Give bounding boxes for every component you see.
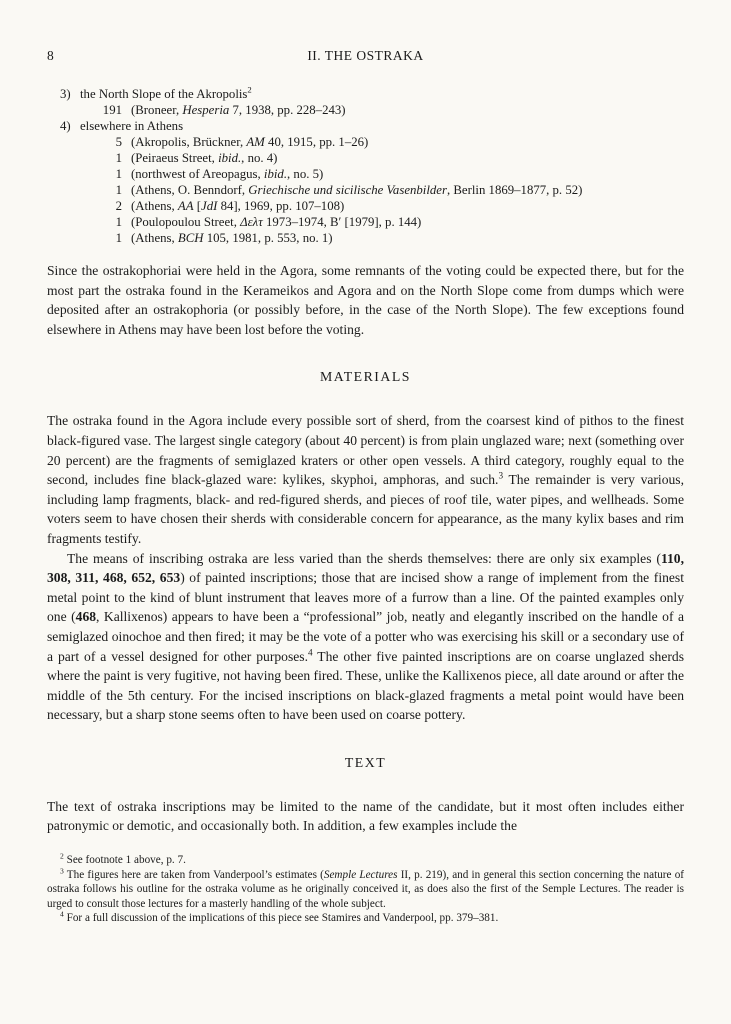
entry-row [47, 182, 684, 198]
entry-count: 1 [115, 167, 122, 181]
entry-reference: (Athens, AA [JdI 84], 1969, pp. 107–108) [131, 199, 345, 213]
footnote-4: $^4$ For a full discussion of the implications of this piece see Stamires and Vanderpool, pp. 379–381. [60, 909, 499, 925]
item-heading: the North Slope of the Akropolis$^2$ [80, 84, 252, 101]
entry-count: 1 [115, 183, 122, 197]
entry-count: 1 [115, 151, 122, 165]
page-number: 8 [47, 48, 54, 63]
item-label: 3) [60, 87, 71, 101]
paragraph-materials-2: The means of inscribing ostraka are less varied than the sherds themselves: there are only six examples (110, 308, 311, 468, 652, 653) of painted inscriptions; those that are incised show a range of implement from the finest metal point to the kind of blunt instrument that leaves more of a furrow than a line. Of the painted examples only one (468, Kallixenos) appears to have been a “professional” job, neatly and elegantly inscribed on the handle of a semiglazed oinochoe and then fired; it may be the vote of a potter who was exercising his skill or a secondary use of a part of a vessel designed for other purposes.$^4$ The other five painted inscriptions are on coarse unglazed sherds where the paint is very fugitive, not having been fired. These, unlike the Kallixenos piece, all date around or after the middle of the 5th century. For the incised inscriptions on black-glazed fragments a metal point would have been necessary, but a sharp stone seems often to have been used on coarse pottery. [47, 550, 684, 723]
entry-reference: (Akropolis, Brückner, AM 40, 1915, pp. 1–26) [131, 135, 369, 149]
entry-row [47, 102, 684, 118]
entry-count: 191 [102, 103, 122, 117]
running-header [47, 48, 684, 66]
entry-row [47, 230, 684, 246]
paragraph-since: Since the ostrakophoriai were held in the Agora, some remnants of the voting could be expected there, but for the most part the ostraka found in the Kerameikos and Agora and on the North Slope come from dumps which were deposited after an ostrakophoria (or possibly before, in the case of the North Slope). The few exceptions found elsewhere in Athens may have been lost before the voting. [47, 263, 684, 337]
list-item-heading-row [47, 118, 684, 134]
entry-count: 1 [115, 215, 122, 229]
footnote-3: $^3$ The figures here are taken from Vanderpool’s estimates (Semple Lectures II, p. 219), and in general this section concerning the nature of ostraka follows his outline for the ostraka volume as he originally conceived it, as does also the first of the Semple Lectures. The reader is urged to consult those lectures for a masterly handling of the whole subject. [47, 865, 685, 910]
entry-reference: (Athens, BCH 105, 1981, p. 553, no. 1) [131, 231, 333, 245]
entry-count: 1 [115, 231, 122, 245]
entry-reference: (Broneer, Hesperia 7, 1938, pp. 228–243) [131, 103, 346, 117]
item-heading: elsewhere in Athens [80, 119, 184, 133]
entry-count: 5 [115, 135, 122, 149]
section-heading-materials: MATERIALS [320, 369, 411, 385]
findspot-list [47, 86, 684, 246]
entry-row [47, 214, 684, 230]
entry-reference: (Poulopoulou Street, Δελτ 1973–1974, Β′ [1979], p. 144) [131, 215, 422, 229]
entry-row [47, 150, 684, 166]
entry-reference: (Athens, O. Benndorf, Griechische und sicilische Vasenbilder, Berlin 1869–1877, p. 52) [131, 183, 583, 197]
list-item [47, 86, 684, 118]
item-label: 4) [60, 119, 71, 133]
list-item [47, 118, 684, 246]
entry-row [47, 166, 684, 182]
paragraph-materials-1: The ostraka found in the Agora include every possible sort of sherd, from the coarsest kind of pithos to the finest black-figured vase. The largest single category (about 40 percent) is from plain unglazed ware; next (something over 20 percent) are the fragments of semiglazed kraters or other open vessels. A third category, roughly equal to the second, includes fine black-glazed ware: kylikes, skyphoi, amphoras, and such.$^3$ The remainder is very various, including lamp fragments, black- and red-figured sherds, and pieces of roof tile, water pipes, and wellheads. Some voters seem to have chosen their sherds with considerable concern for appearance, as the many kylix bases and rim fragments testify. [47, 413, 684, 546]
running-head-title: II. THE OSTRAKA [307, 48, 424, 63]
entry-row [47, 198, 684, 214]
page-content [47, 48, 684, 926]
paragraph-text-1: The text of ostraka inscriptions may be limited to the name of the candidate, but it most often includes either patronymic or demotic, and occasionally both. In addition, a few examples include the [47, 798, 684, 834]
entry-row [47, 134, 684, 150]
entry-reference: (Peiraeus Street, ibid., no. 4) [131, 151, 278, 165]
entry-count: 2 [115, 199, 122, 213]
footnotes-block [47, 853, 684, 926]
section-heading-text: TEXT [344, 754, 387, 770]
footnote-2: $^2$ See footnote 1 above, p. 7. [60, 851, 186, 867]
entry-reference: (northwest of Areopagus, ibid., no. 5) [131, 167, 324, 181]
list-item-heading-row [47, 86, 684, 102]
